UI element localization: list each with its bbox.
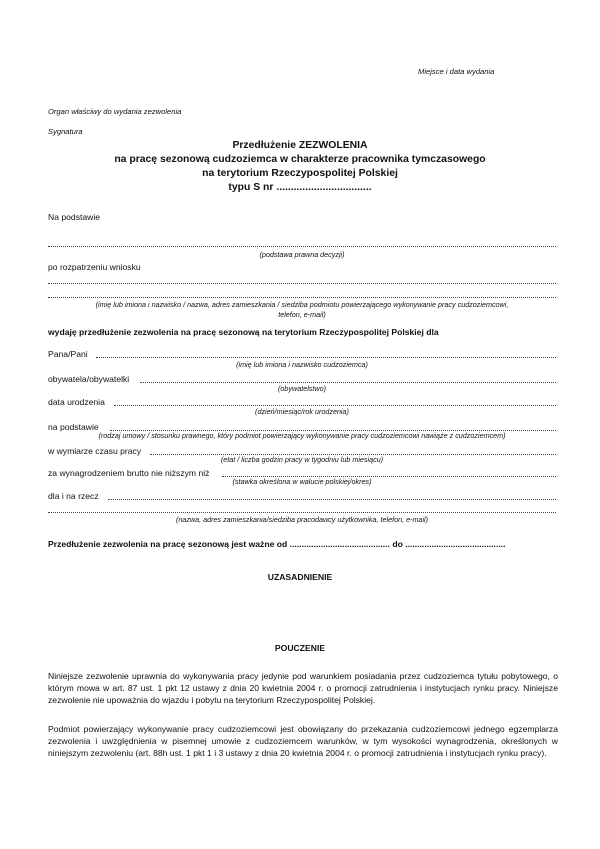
title-line-3: na terytorium Rzeczypospolitej Polskiej bbox=[202, 168, 398, 179]
signature-label: Sygnatura bbox=[48, 127, 83, 136]
application-line-2 bbox=[48, 297, 556, 298]
place-date-label: Miejsce i data wydania bbox=[418, 67, 495, 76]
contract-label: na podstawie bbox=[48, 422, 99, 432]
hours-caption: (etat / liczba godzin pracy w tygodniu lub miesiącu) bbox=[220, 455, 384, 464]
authority-label: Organ właściwy do wydania zezwolenia bbox=[48, 107, 182, 116]
application-caption-2: telefon, e-mail) bbox=[278, 310, 326, 319]
employer-line-2 bbox=[48, 512, 556, 513]
issue-statement: wydaję przedłużenie zezwolenia na pracę sezonową na terytorium Rzeczypospolitej Polskiej dla bbox=[48, 327, 439, 337]
salary-caption: (stawka określona w walucie polskiej/okres) bbox=[232, 477, 372, 486]
basis-label: Na podstawie bbox=[48, 212, 101, 222]
validity-to-dots: .......................................... bbox=[405, 539, 506, 549]
salary-label: za wynagrodzeniem brutto nie niższym niż bbox=[48, 468, 210, 478]
birth-line bbox=[114, 405, 556, 406]
person-caption: (imię lub imiona i nazwisko cudzoziemca) bbox=[236, 360, 368, 369]
instruction-paragraph-2: Podmiot powierzający wykonywanie pracy cudzoziemcowi jest obowiązany do przekazania cudzoziemcowi jednego egzemplarza zezwolenia i uwzględnienia w pisemnej umowie z cudzoziemcem warunków, w tym wysokości wynagrodzenia, określonych w niniejszym zezwoleniu (art. 88h ust. 1 pkt 1 i 3 ustawy z dnia 20 kwietnia 2004 r. o promocji zatrudnienia i instytucjach rynku pracy). bbox=[48, 724, 558, 759]
title-line-1: Przedłużenie ZEZWOLENIA bbox=[232, 140, 368, 151]
application-caption-1: (imię lub imiona i nazwisko / nazwa, adres zamieszkania / siedziba podmiotu powierzającego wykonywanie pracy cudzoziemcowi, bbox=[95, 300, 509, 309]
citizenship-caption: (obywatelstwo) bbox=[278, 384, 326, 393]
validity-from-dots: .......................................... bbox=[289, 539, 390, 549]
citizenship-line bbox=[140, 382, 556, 383]
title-line-2: na pracę sezonową cudzoziemca w charakterze pracownika tymczasowego bbox=[114, 154, 486, 165]
instruction-paragraph-1: Niniejsze zezwolenie uprawnia do wykonywania pracy jedynie pod warunkiem posiadania przez cudzoziemca tytułu pobytowego, o którym mowa w art. 87 ust. 1 pkt 12 ustawy z dnia 20 kwietnia 2004 r. o promocji zatrudnienia i instytucjach rynku pracy. Niniejsze zezwolenie nie upoważnia do wjazdu i pobytu na terytorium Rzeczypospolitej Polskiej. bbox=[48, 671, 558, 706]
contract-caption: (rodzaj umowy / stosunku prawnego, który podmiot powierzający wykonywanie pracy cudzoziemcowi nawiąże z cudzoziemcem) bbox=[98, 431, 506, 440]
hours-label: w wymiarze czasu pracy bbox=[48, 446, 142, 456]
birth-label: data urodzenia bbox=[48, 397, 105, 407]
basis-line bbox=[48, 246, 556, 247]
validity-to-label: do bbox=[392, 539, 403, 549]
title-line-4: typu S nr ................................. bbox=[228, 182, 372, 193]
validity-statement bbox=[48, 539, 506, 549]
basis-caption: (podstawa prawna decyzji) bbox=[259, 250, 345, 259]
application-line-1 bbox=[48, 283, 556, 284]
employer-line-1 bbox=[108, 499, 556, 500]
justification-heading: UZASADNIENIE bbox=[267, 572, 333, 582]
validity-label: Przedłużenie zezwolenia na pracę sezonową jest ważne od bbox=[48, 539, 288, 549]
person-label: Pana/Pani bbox=[48, 349, 88, 359]
instruction-heading: POUCZENIE bbox=[274, 643, 326, 653]
citizenship-label: obywatela/obywatelki bbox=[48, 374, 130, 384]
person-line bbox=[96, 357, 556, 358]
application-label: po rozpatrzeniu wniosku bbox=[48, 262, 141, 272]
employer-label: dla i na rzecz bbox=[48, 491, 99, 501]
birth-caption: (dzień/miesiąc/rok urodzenia) bbox=[255, 407, 349, 416]
employer-caption: (nazwa, adres zamieszkania/siedziba pracodawcy użytkownika, telefon, e-mail) bbox=[175, 515, 429, 524]
